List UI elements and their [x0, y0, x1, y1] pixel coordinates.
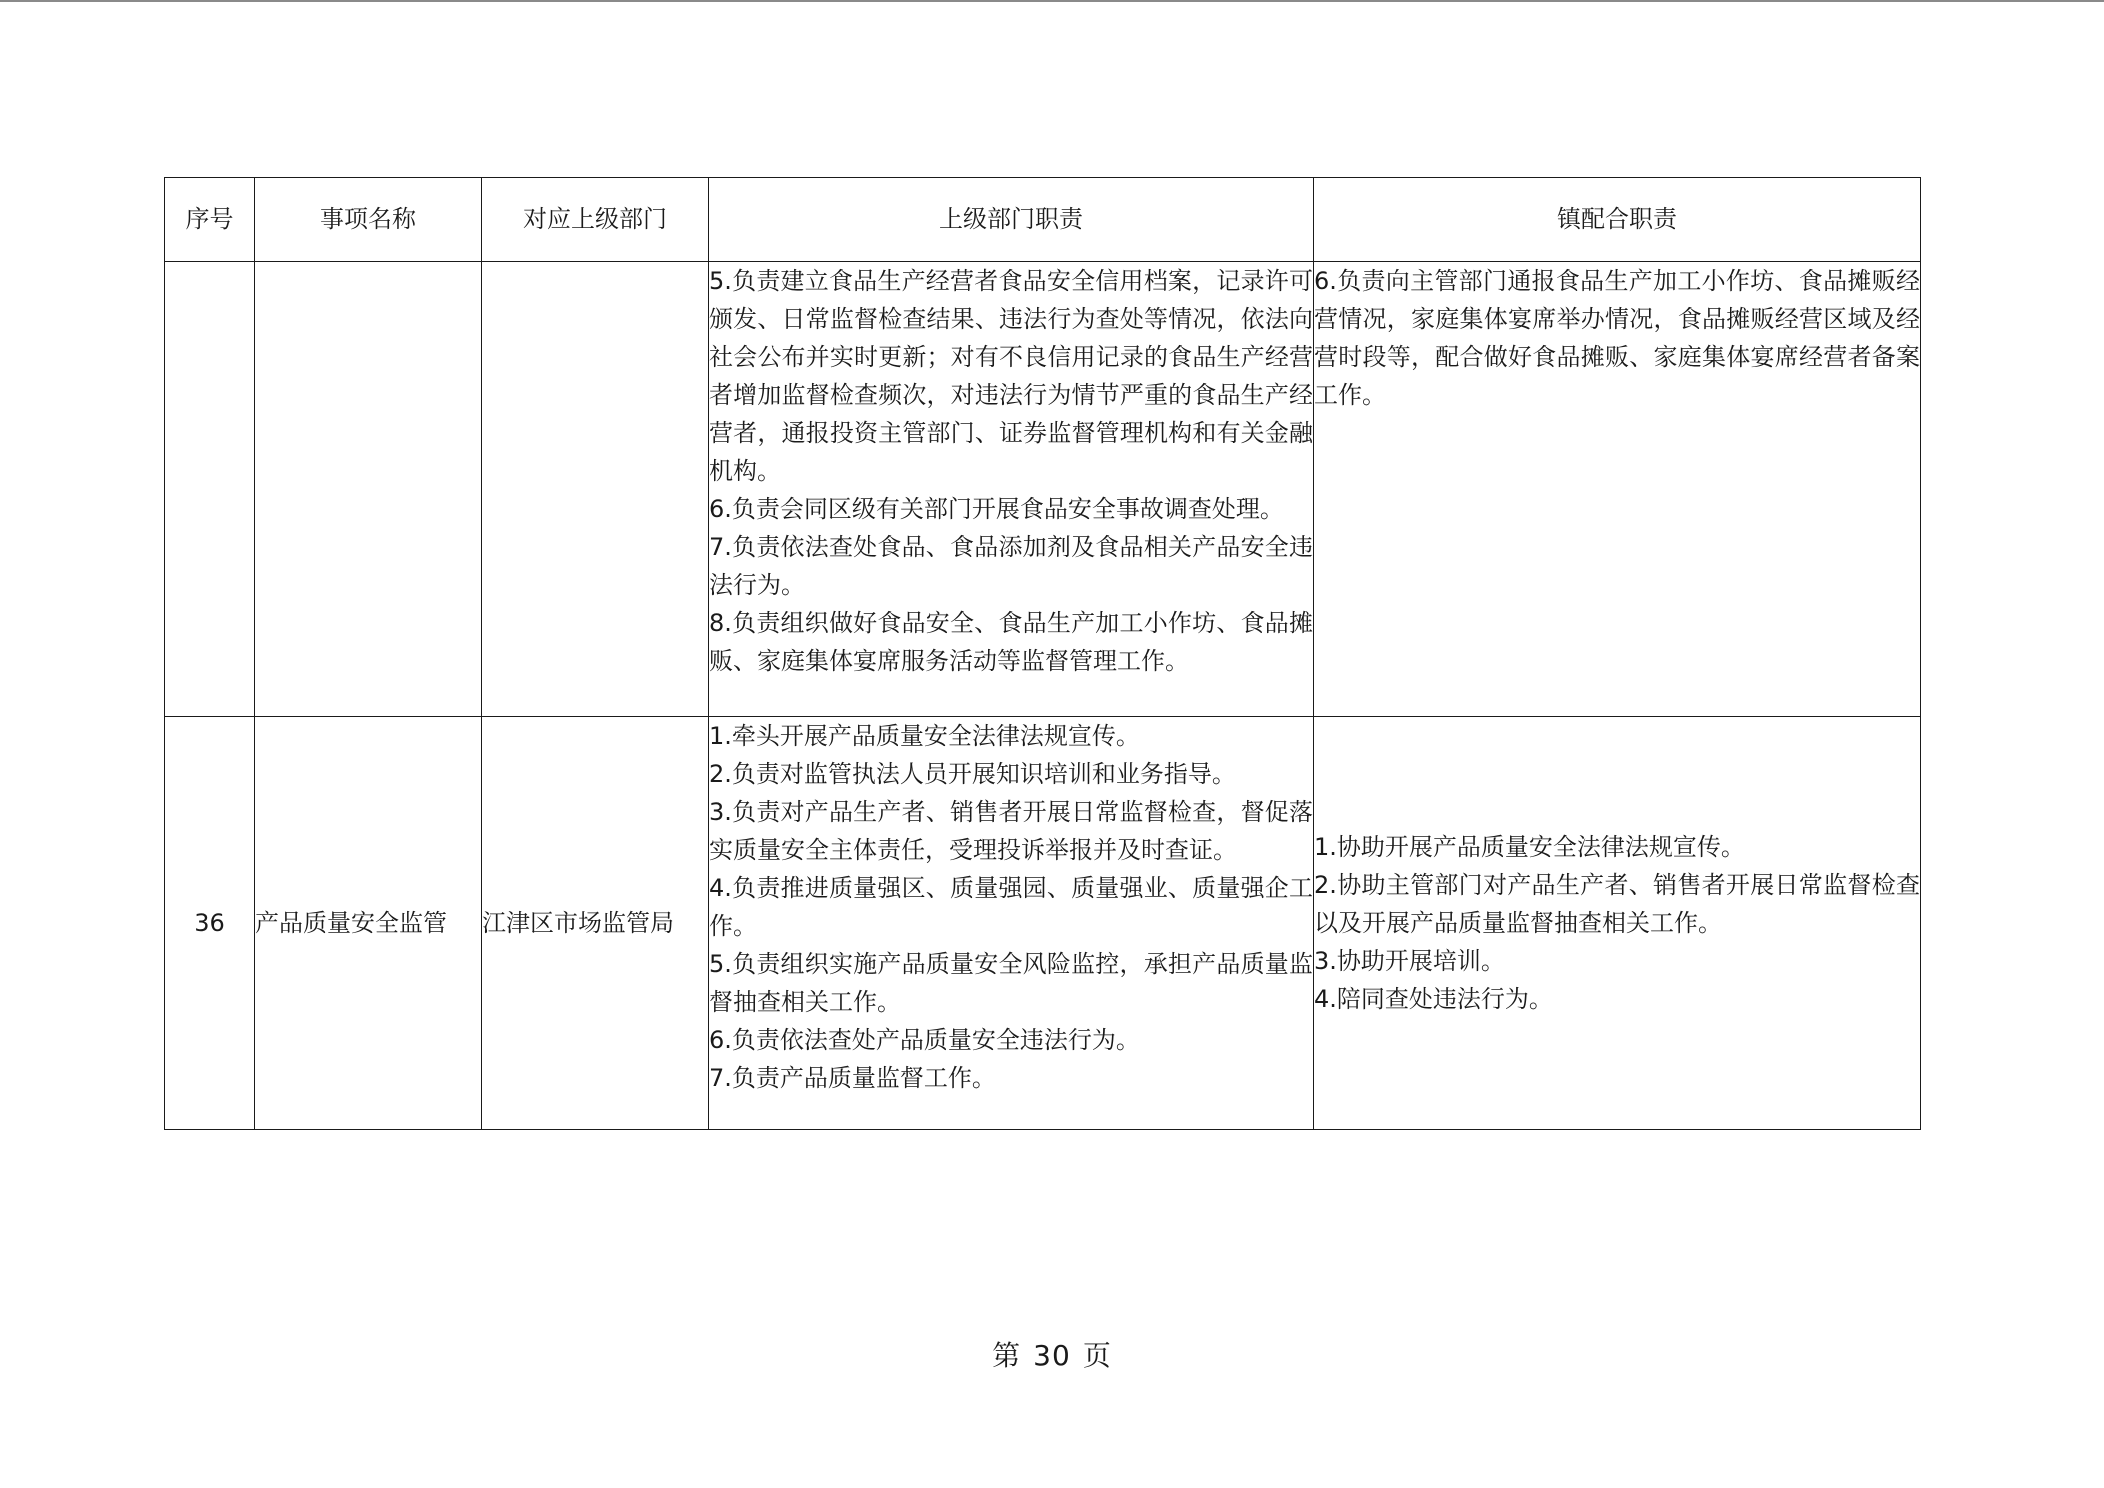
cell-department	[482, 262, 709, 717]
header-town-duties: 镇配合职责	[1314, 178, 1921, 262]
table-header-row	[165, 178, 1921, 262]
duty-item: 1.牵头开展产品质量安全法律法规宣传。	[709, 722, 1140, 750]
cell-seq	[165, 262, 255, 717]
cell-seq: 36	[165, 717, 255, 1130]
duty-item: 8.负责组织做好食品安全、食品生产加工小作坊、食品摊贩、家庭集体宴席服务活动等监督管理工作。	[709, 609, 1313, 675]
header-seq: 序号	[165, 178, 255, 262]
duty-item: 5.负责组织实施产品质量安全风险监控，承担产品质量监督抽查相关工作。	[709, 950, 1313, 1016]
table-row	[165, 717, 1921, 1130]
duty-item: 7.负责依法查处食品、食品添加剂及食品相关产品安全违法行为。	[709, 533, 1313, 599]
header-item-name: 事项名称	[255, 178, 482, 262]
duty-item: 6.负责会同区级有关部门开展食品安全事故调查处理。	[709, 495, 1284, 523]
duty-item: 3.负责对产品生产者、销售者开展日常监督检查，督促落实质量安全主体责任，受理投诉举报并及时查证。	[709, 798, 1313, 864]
duty-item: 2.负责对监管执法人员开展知识培训和业务指导。	[709, 760, 1236, 788]
cell-upper-duties	[709, 262, 1314, 717]
cell-department: 江津区市场监管局	[482, 717, 709, 1130]
header-upper-duties: 上级部门职责	[709, 178, 1314, 262]
page-suffix: 页	[1082, 1339, 1112, 1372]
duty-table	[164, 177, 1921, 1130]
page-number: 30	[1033, 1339, 1071, 1372]
duty-item: 4.负责推进质量强区、质量强园、质量强业、质量强企工作。	[709, 874, 1313, 940]
cell-town-duties	[1314, 717, 1921, 1130]
page-prefix: 第	[992, 1339, 1022, 1372]
page-number-footer	[0, 1334, 2104, 1374]
duty-item: 2.协助主管部门对产品生产者、销售者开展日常监督检查以及开展产品质量监督抽查相关工作。	[1314, 871, 1920, 937]
duty-item: 7.负责产品质量监督工作。	[709, 1064, 996, 1092]
cell-upper-duties	[709, 717, 1314, 1130]
cell-item-name: 产品质量安全监管	[255, 717, 482, 1130]
duty-item: 4.陪同查处违法行为。	[1314, 985, 1553, 1013]
cell-town-duties	[1314, 262, 1921, 717]
table-row	[165, 262, 1921, 717]
cell-item-name	[255, 262, 482, 717]
duty-item: 1.协助开展产品质量安全法律法规宣传。	[1314, 833, 1745, 861]
duty-item: 6.负责依法查处产品质量安全违法行为。	[709, 1026, 1140, 1054]
header-department: 对应上级部门	[482, 178, 709, 262]
duty-item: 3.协助开展培训。	[1314, 947, 1505, 975]
page-top-border	[0, 0, 2104, 2]
duty-item: 6.负责向主管部门通报食品生产加工小作坊、食品摊贩经营情况，家庭集体宴席举办情况，食品摊贩经营区域及经营时段等，配合做好食品摊贩、家庭集体宴席经营者备案工作。	[1314, 267, 1920, 409]
duty-item: 5.负责建立食品生产经营者食品安全信用档案，记录许可颁发、日常监督检查结果、违法行为查处等情况，依法向社会公布并实时更新；对有不良信用记录的食品生产经营者增加监督检查频次，对违法行为情节严重的食品生产经营者，通报投资主管部门、证券监督管理机构和有关金融机构。	[709, 267, 1313, 485]
